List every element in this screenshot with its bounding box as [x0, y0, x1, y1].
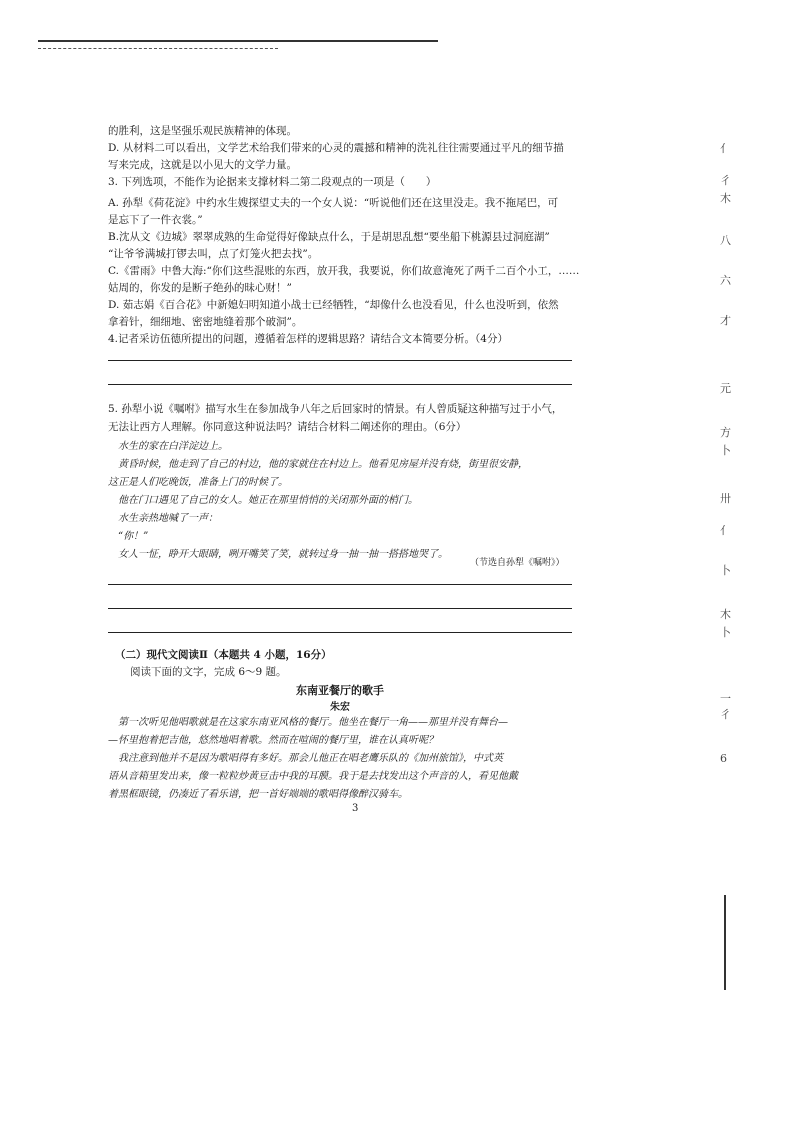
edge-glyph: 亻 — [720, 524, 731, 537]
answer-line[interactable] — [108, 584, 572, 585]
edge-glyph: 才 — [720, 314, 731, 327]
passage-source: （节选自孙犁《嘱咐》） — [470, 558, 565, 568]
text-line: D. 从材料二可以看出，文学艺术给我们带来的心灵的震撼和精神的洗礼往往需要通过平凡的细节描 — [108, 142, 564, 154]
edge-glyph: 方 — [720, 426, 731, 439]
option-a: A. 孙犁《荷花淀》中约水生嫂探望丈夫的一个女人说：“听说他们还在这里没走。我不拖尾巴，可 — [108, 197, 559, 209]
text-line: 的胜利，这是坚强乐观民族精神的体现。 — [108, 125, 297, 137]
scan-edge-bar — [724, 895, 726, 990]
passage-line: “你！” — [118, 531, 149, 542]
article-line: 我注意到他并不是因为歌唱得有多好。那会儿他正在唱老鹰乐队的《加州旅馆》，中式英 — [118, 753, 503, 764]
edge-glyph: 卜 — [720, 444, 731, 457]
article-title: 东南亚餐厅的歌手 — [296, 684, 384, 697]
edge-glyph: 卜 — [720, 564, 731, 577]
question-3: 3. 下列选项，不能作为论据来支撑材料二第二段观点的一项是（ ） — [108, 176, 437, 188]
edge-glyph: 六 — [720, 274, 731, 287]
edge-glyph: 亻 — [720, 142, 731, 155]
text-line: 姑周的，你发的是断子绝孙的昧心财！” — [108, 282, 292, 294]
section-heading: （二）现代文阅读Ⅱ（本题共 4 小题，16分） — [115, 649, 332, 661]
edge-glyph: 元 — [720, 382, 731, 395]
article-author: 朱宏 — [330, 702, 350, 713]
option-b: B.沈从文《边城》翠翠成熟的生命觉得好像缺点什么，于是胡思乱想“要坐船下桃源县过洞庭湖” — [108, 231, 550, 243]
text-line: 写来完成，这就是以小见大的文学力量。 — [108, 159, 297, 171]
header-rule — [38, 40, 438, 42]
answer-line[interactable] — [108, 360, 572, 361]
edge-glyph: 彳 — [720, 174, 731, 187]
passage-line: 水生亲热地喊了一声： — [118, 513, 218, 524]
passage-line: 黄昏时候，他走到了自己的村边，他的家就住在村边上。他看见房屋并没有烧，街里很安静， — [118, 459, 528, 470]
passage-line: 他在门口遇见了自己的女人。她正在那里悄悄的关闭那外面的梢门。 — [118, 495, 418, 506]
edge-glyph: 木 — [720, 192, 731, 205]
answer-line[interactable] — [108, 608, 572, 609]
edge-glyph: 八 — [720, 234, 731, 247]
question-4: 4.记者采访伍德所提出的问题，遵循着怎样的逻辑思路？请结合文本简要分析。（4分） — [108, 333, 508, 345]
article-line: —怀里抱着把吉他，悠然地唱着歌。然而在喧闹的餐厅里，谁在认真听呢？ — [108, 735, 438, 746]
article-line: 着黑框眼镜，仍凑近了看乐谱，把一首好端端的歌唱得像醉汉骑车。 — [108, 789, 408, 800]
passage-line: 女人一怔，睁开大眼睛，咧开嘴笑了笑，就转过身一抽一抽一搭搭地哭了。 — [118, 549, 448, 560]
header-dash-rule — [38, 48, 278, 49]
edge-glyph: 一 — [720, 692, 731, 705]
answer-line[interactable] — [108, 384, 572, 385]
question-5-cont: 无法让西方人理解。你同意这种说法吗？请结合材料二阐述你的理由。（6分） — [108, 421, 467, 433]
edge-glyph: 卅 — [720, 492, 731, 505]
option-c: C.《雷雨》中鲁大海:“你们这些混账的东西，放开我，我要说，你们故意淹死了两千二百个小工，…… — [108, 265, 580, 277]
article-line: 第一次听见他唱歌就是在这家东南亚风格的餐厅。他坐在餐厅一角——那里并没有舞台— — [118, 717, 508, 728]
edge-glyph: 木 — [720, 608, 731, 621]
text-line: 是忘下了一件衣裳。” — [108, 214, 203, 226]
text-line: “让爷爷满城打锣去叫，点了灯笼火把去找”。 — [108, 248, 319, 260]
page-number: 3 — [352, 803, 359, 814]
edge-glyph: 6 — [720, 752, 727, 765]
answer-line[interactable] — [108, 632, 572, 633]
edge-glyph: 卜 — [720, 626, 731, 639]
question-5: 5. 孙犁小说《嘱咐》描写水生在参加战争八年之后回家时的情景。有人曾质疑这种描写过于小气， — [108, 403, 563, 415]
passage-line: 水生的家在白洋淀边上。 — [118, 441, 228, 452]
text-line: 拿着针，细细地、密密地缝着那个破洞”。 — [108, 316, 303, 328]
passage-line: 这正是人们吃晚饭，准备上门的时候了。 — [108, 477, 288, 488]
option-d: D. 茹志娟《百合花》中新媳妇明知道小战士已经牺牲，“却像什么也没看见，什么也没听到，依然 — [108, 299, 559, 311]
section-instruction: 阅读下面的文字，完成 6～9 题。 — [130, 666, 287, 678]
article-line: 语从音箱里发出来，像一粒粒炒黄豆击中我的耳膜。我于是去找发出这个声音的人，看见他戴 — [108, 771, 518, 782]
edge-glyph: 彳 — [720, 708, 731, 721]
